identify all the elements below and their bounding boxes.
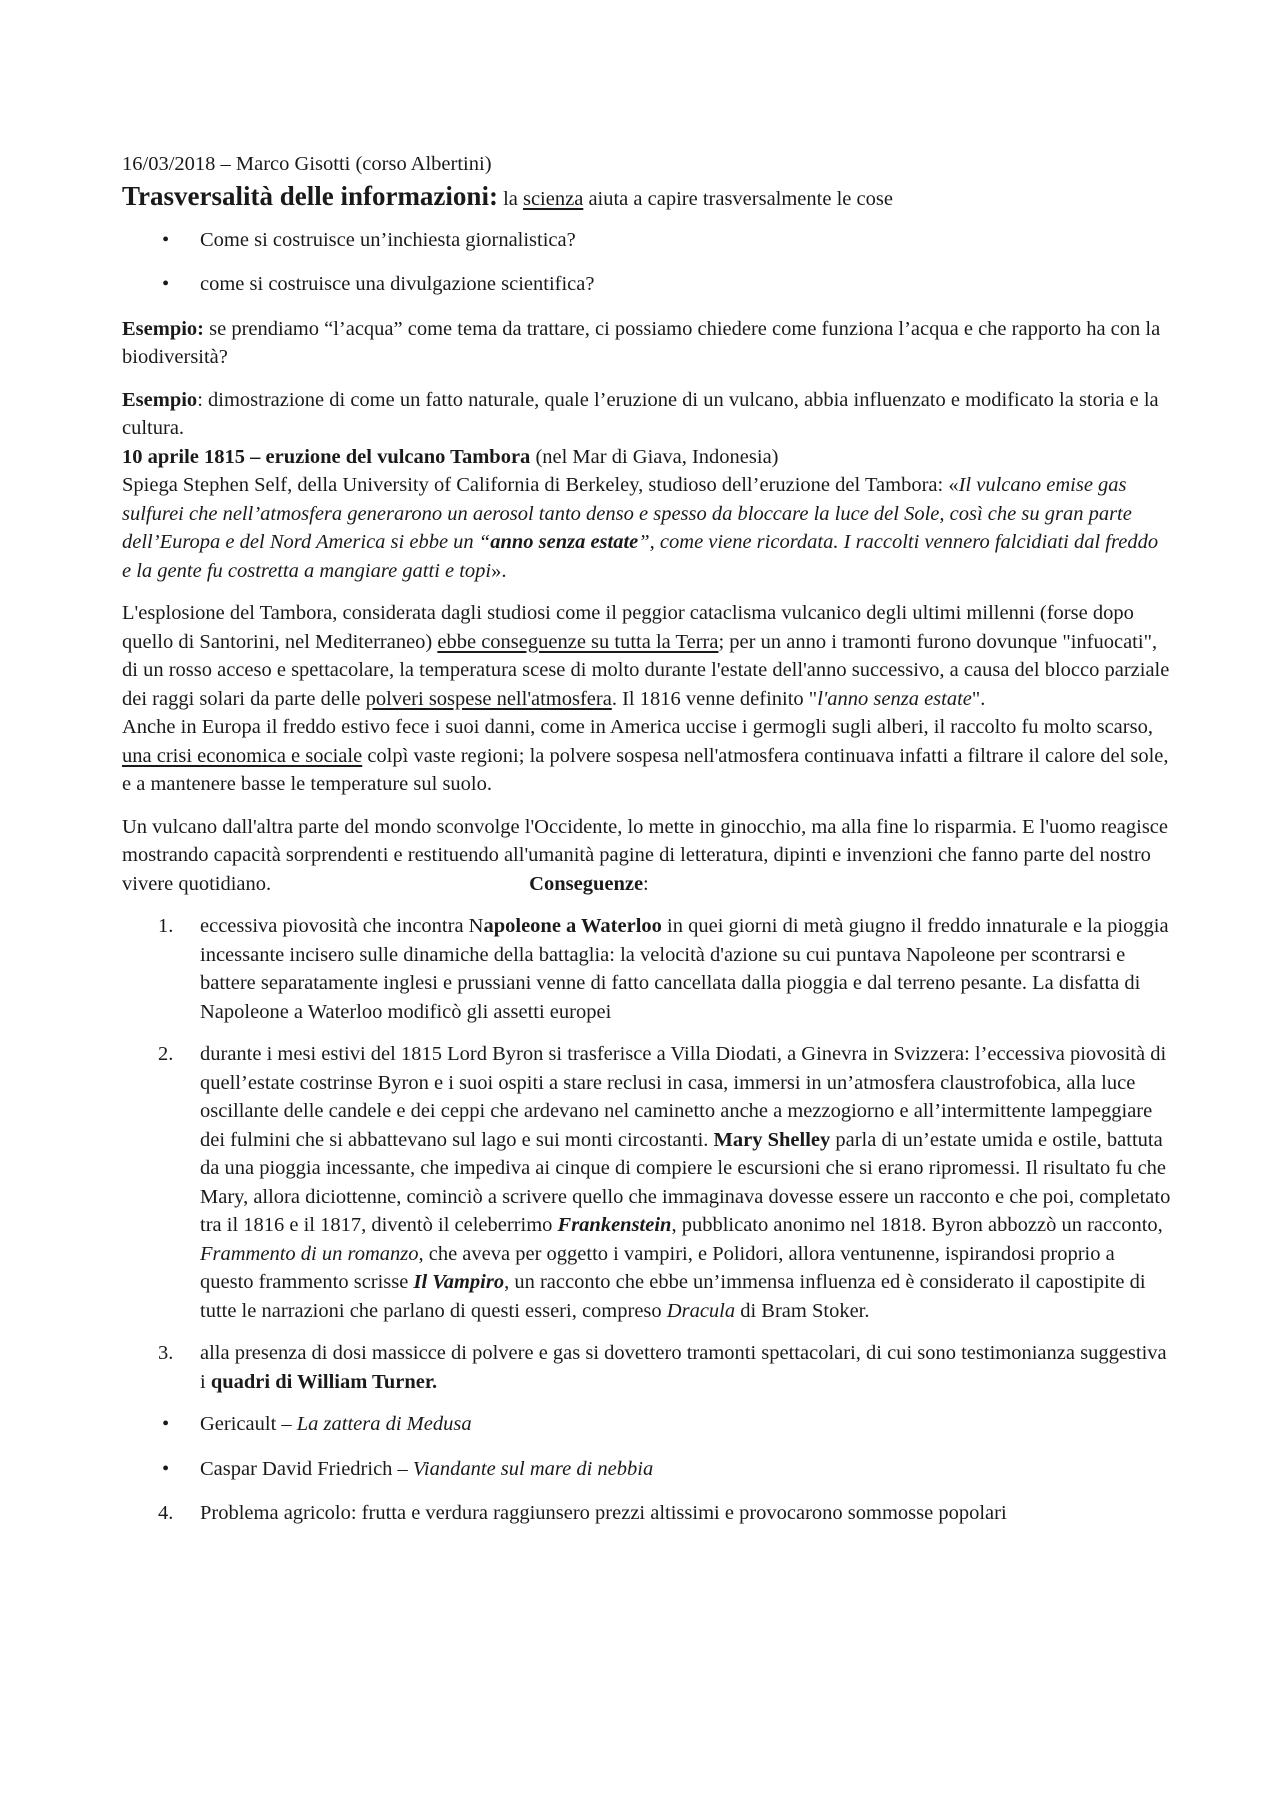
example-label: Esempio [122,388,198,411]
list-item [122,1455,1172,1484]
text-run: parla di un’estate umida e ostile, battuta da una pioggia incessante, che impediva ai cinque di compiere le escursioni che si erano ripromessi. Il risultato fu che Mary, allora diciottenne, cominciò a scrivere quello che immaginava dovesse essere un racconto e che poi, completato tra il 1816 e il 1817, diventò il celeberrimo [200,1128,1171,1236]
example-water [122,315,1172,372]
bullet-icon: • [162,1457,170,1480]
subtitle-post: aiuta a capire trasversalmente le cose [588,187,893,210]
quote-end: ». [491,559,507,582]
item-number: 2. [158,1043,174,1065]
example-text: se prendiamo “l’acqua” come tema da trattare, ci possiamo chiedere come funziona l’acqua e che rapporto ha con la biodiversità? [122,317,1161,368]
text-run: Problema agricolo: frutta e verdura raggiunsero prezzi altissimi e provocarono sommosse popolari [200,1502,1007,1524]
list-item [122,1339,1172,1396]
eruption-title: 10 aprile 1815 – eruzione del vulcano Tambora [122,445,531,468]
underlined-text: ebbe conseguenze su tutta la Terra [437,630,719,653]
date-line: 16/03/2018 – Marco Gisotti (corso Albertini) [122,153,492,175]
item-number: 1. [158,915,174,937]
text-run: colpì vaste regioni; la polvere sospesa nell'atmosfera continuava infatti a filtrare il calore del sole, e a mantenere basse le temperature sul suolo. [122,744,1169,795]
paragraph-explosion [122,599,1172,713]
list-item [122,1410,1172,1439]
bullet-icon: • [162,228,170,251]
eruption-location: (nel Mar di Giava, Indonesia) [535,445,779,468]
text-run: di Bram Stoker. [735,1299,870,1322]
item-number: 4. [158,1502,174,1524]
text-run: ; per un anno i tramonti furono dovunque "infuocati", di un rosso acceso e spettacolare, la temperatura scese di molto durante l'estate dell'anno successivo, a causa del blocco parziale dei raggi solari da parte delle [122,630,1170,710]
text-run: eccessiva piovosità che incontra N [200,915,484,937]
example-text: : dimostrazione di come un fatto naturale, quale l’eruzione di un vulcano, abbia influenzato e modificato la storia e la cultura. [122,388,1159,439]
subtitle-pre: la [503,187,518,210]
consequences-list [122,912,1172,1396]
text-run: Un vulcano dall'altra parte del mondo sconvolge l'Occidente, lo mette in ginocchio, ma alla fine lo risparmia. E l'uomo reagisce mostrando capacità sorprendenti e restituendo all'umanità pagine di letteratura, dipinti e invenzioni che fanno parte del nostro vivere quotidiano. [122,815,1168,895]
painting-author: Caspar David Friedrich – [200,1457,413,1480]
list-item [122,270,1172,299]
text-run: , pubblicato anonimo nel 1818. Byron abbozzò un racconto, [671,1214,1163,1236]
text-run: durante i mesi estivi del 1815 Lord Byron si trasferisce a Villa Diodati, a Ginevra in Svizzera: l’eccessiva piovosità di quell’estate costrinse Byron e i suoi ospiti a stare reclusi in casa, immersi in un’atmosfera claustrofobica, alla luce oscillante delle candele e dei ceppi che ardevano nel caminetto anche a mezzogiorno e all’intermittente lampeggiare dei fulmini che si abbattevano sul lago e sui monti circostanti. [200,1043,1167,1151]
bold-italic-text: Il Vampiro [413,1271,505,1293]
quote-text: ”, come viene ricordata. I raccolti vennero falcidiati dal freddo e la gente fu costretta a mangiare gatti e topi [122,531,1159,582]
painting-title: Viandante sul mare di nebbia [412,1457,654,1480]
list-item [122,226,1172,255]
example-volcano [122,386,1172,443]
paintings-list [122,1410,1172,1483]
paragraph-volcano [122,813,1172,899]
title-row [122,179,1172,216]
bullet-icon: • [162,273,170,295]
underlined-text: una crisi economica e sociale [122,744,363,767]
list-item [122,1040,1172,1325]
intro-bullet-list [122,226,1172,299]
bold-text: quadri di William Turner. [210,1370,438,1393]
text-run: . Il 1816 venne definito " [611,687,818,710]
self-quote [122,471,1172,585]
italic-text: Dracula [666,1299,736,1322]
consequences-list-continued [122,1499,1172,1528]
bullet-text: come si costruisce una divulgazione scientifica? [200,273,595,295]
italic-text: Frammento di un romanzo [200,1242,419,1265]
bold-text: apoleone a Waterloo [483,915,662,937]
document-content [122,150,1172,1542]
item-number: 3. [158,1342,174,1364]
text-run: Anche in Europa il freddo estivo fece i suoi danni, come in America uccise i germogli sugli alberi, il raccolto fu molto scarso, [122,716,1153,738]
example-label: Esempio: [122,317,204,340]
subtitle-underlined: scienza [522,187,584,210]
text-run: , un racconto che ebbe un’immensa influenza ed è considerato il capostipite di tutte le narrazioni che parlano di questi esseri, compreso [200,1271,1146,1322]
quote-intro: Spiega Stephen Self, della University of California di Berkeley, studioso dell’eruzione del Tambora: « [122,474,959,496]
text-run: L'esplosione del Tambora, considerata dagli studiosi come il peggior cataclisma vulcanico degli ultimi millenni (forse dopo quello di Santorini, nel Mediterraneo) [122,602,1134,653]
eruption-heading [122,443,1172,472]
text-run: in quei giorni di metà giugno il freddo innaturale e la pioggia incessante incisero sulle dinamiche della battaglia: la velocità d'azione su cui puntava Napoleone per scontrarsi e battere separatamente inglesi e prussiani venne di fatto cancellata dalla pioggia e dal terreno pesante. La disfatta di Napoleone a Waterloo modificò gli assetti europei [200,915,1169,1023]
painting-title: La zattera di Medusa [296,1413,472,1435]
consequences-label: Conseguenze [529,872,644,895]
bold-text: Mary Shelley [713,1128,831,1151]
painting-author: Gericault – [200,1413,297,1435]
text-run: alla presenza di dosi massicce di polvere e gas si dovettero tramonti spettacolari, di cui sono testimonianza suggestiva i [200,1342,1167,1393]
italic-text: l'anno senza estate [817,687,972,710]
paragraph-europe [122,713,1172,799]
text-run: , che aveva per oggetto i vampiri, e Polidori, allora ventunenne, ispirandosi proprio a questo frammento scrisse [200,1242,1115,1293]
bold-italic-text: Frankenstein [557,1214,672,1236]
bullet-icon: • [162,1413,170,1435]
quote-text: Il vulcano emise gas sulfurei che nell’atmosfera generarono un aerosol tanto denso e spesso da bloccare la luce del Sole, così che su gran parte dell’Europa e del Nord America si ebbe un “ [122,474,1132,553]
text-run: : [643,872,649,895]
page-title: Trasversalità delle informazioni: [122,180,498,211]
bullet-text: Come si costruisce un’inchiesta giornalistica? [200,228,576,251]
underlined-text: polveri sospese nell'atmosfera [365,687,612,710]
text-run: ". [971,687,986,710]
list-item [122,912,1172,1026]
list-item [122,1499,1172,1528]
quote-emphasis: anno senza estate [490,531,639,553]
